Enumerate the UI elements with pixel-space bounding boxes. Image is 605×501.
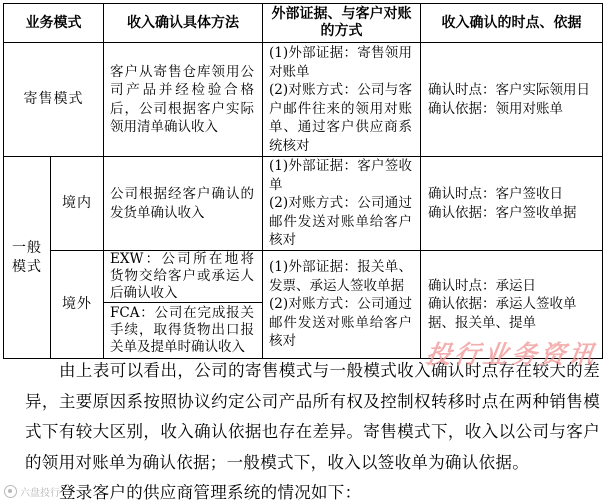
revenue-recognition-table	[3, 3, 603, 359]
header-timing-basis	[421, 4, 602, 42]
consignment-external-evidence-line: 对账单	[269, 63, 310, 80]
body-text	[25, 356, 600, 500]
consignment-external-evidence-line: (1)外部证据：寄售领用	[269, 45, 412, 61]
general-mode-label-line: 模式	[12, 258, 42, 275]
corner-watermark-text: 六盘投行	[20, 487, 60, 499]
overseas-exw-line: 货物交给客户或承运人	[110, 268, 254, 284]
consignment-mode-cell	[4, 43, 103, 156]
domestic-method-line: 公司根据经客户确认的	[110, 186, 254, 202]
general-mode-cell	[4, 157, 50, 358]
domestic-external-evidence-line: (1)外部证据：客户签收	[269, 158, 412, 175]
consignment-method-line: 领用清单确认收入	[110, 119, 218, 135]
domestic-timing-cell	[421, 157, 602, 250]
domestic-timing-point: 确认时点：客户签收日	[428, 186, 563, 202]
overseas-fca-line: 手续，取得货物出口报	[110, 322, 254, 338]
overseas-reconciliation-line: 邮件发送对账单给客户	[269, 314, 412, 331]
overseas-exw-line: EXW：公司所在地将	[110, 251, 254, 267]
consignment-timing-basis: 确认依据：领用对账单	[428, 100, 563, 117]
overseas-timing-point: 确认时点：承运日	[428, 277, 536, 294]
overseas-label-cell	[51, 251, 103, 358]
header-recognition-method-text: 收入确认具体方法	[127, 14, 239, 31]
watermark-logo-icon	[4, 485, 17, 498]
channel-watermark: 投行业务资讯	[424, 340, 600, 369]
domestic-external-evidence-line: 单	[269, 176, 283, 193]
domestic-reconciliation-line: 核对	[269, 232, 296, 249]
domestic-label-cell	[51, 157, 103, 250]
paragraph-1-line: 异，主要原因系按照协议约定公司产品所有权及控制权转移时点在两种销售模	[25, 391, 600, 411]
overseas-timing-basis-line: 确认依据：承运人签收单	[428, 296, 577, 313]
domestic-timing-basis: 确认依据：客户签收单据	[428, 204, 577, 221]
overseas-external-evidence-line: (1)外部证据：报关单、	[269, 259, 412, 276]
header-evidence-line: 的方式	[320, 23, 363, 39]
paragraph-1-line: 式下有较大区别，收入确认依据也存在差异。寄售模式下，收入以公司与客户	[25, 422, 600, 442]
overseas-exw-line: 后确认收入	[110, 285, 178, 301]
overseas-external-evidence-line: 发票、承运人签收单据	[269, 277, 404, 294]
header-business-mode-text: 业务模式	[25, 14, 82, 31]
domestic-label: 境内	[62, 195, 92, 212]
overseas-reconciliation-line: (2)对账方式：公司通过	[269, 296, 412, 313]
header-timing-basis-text: 收入确认的时点、依据	[441, 14, 582, 31]
consignment-mode-label: 寄售模式	[23, 91, 84, 108]
header-evidence-reconciliation	[263, 4, 420, 42]
consignment-reconciliation-line: 统核对	[269, 137, 310, 154]
overseas-fca-method-cell	[104, 303, 262, 358]
consignment-reconciliation-line: 户邮件往来的领用对账	[269, 100, 412, 117]
consignment-method-cell	[104, 43, 262, 156]
paragraph-1-line: 由上表可以看出，公司的寄售模式与一般模式收入确认时点存在较大的差	[59, 361, 600, 380]
consignment-timing-cell	[421, 43, 602, 156]
domestic-reconciliation-line: 邮件发送对账单给客户	[269, 213, 412, 230]
consignment-method-line: 司产品并经检验合格	[110, 82, 254, 98]
consignment-method-line: 后，公司根据客户实际	[110, 100, 254, 117]
consignment-evidence-cell	[263, 43, 420, 156]
header-business-mode	[4, 4, 103, 42]
domestic-method-line: 发货单确认收入	[110, 204, 205, 221]
overseas-fca-line: FCA：公司在完成报关	[110, 305, 254, 321]
domestic-reconciliation-line: (2)对账方式：公司通过	[269, 195, 412, 212]
consignment-method-line: 客户从寄售仓库领用公	[110, 63, 254, 80]
overseas-timing-basis-line: 据、报关单、提单	[428, 314, 536, 331]
paragraph-2: 登录客户的供应商管理系统的情况如下：	[59, 483, 362, 501]
domestic-method-cell	[104, 157, 262, 250]
consignment-reconciliation-line: (2)对账方式：公司与客	[269, 82, 412, 98]
header-recognition-method	[104, 4, 262, 42]
consignment-timing-point: 确认时点：客户实际领用日	[428, 82, 590, 98]
overseas-reconciliation-line: 核对	[269, 333, 296, 350]
paragraph-1-line: 的领用对账单为确认依据；一般模式下，收入以签收单为确认依据。	[25, 452, 529, 472]
domestic-evidence-cell	[263, 157, 420, 250]
general-mode-label-line: 一般	[12, 240, 42, 256]
consignment-reconciliation-line: 单、通过客户供应商系	[269, 119, 412, 135]
overseas-fca-line: 关单及提单时确认收入	[110, 339, 245, 355]
header-evidence-line: 外部证据、与客户对账	[271, 6, 412, 22]
overseas-evidence-cell	[263, 251, 420, 358]
overseas-exw-method-cell	[104, 251, 262, 302]
corner-watermark	[4, 483, 60, 499]
overseas-label: 境外	[62, 296, 92, 313]
